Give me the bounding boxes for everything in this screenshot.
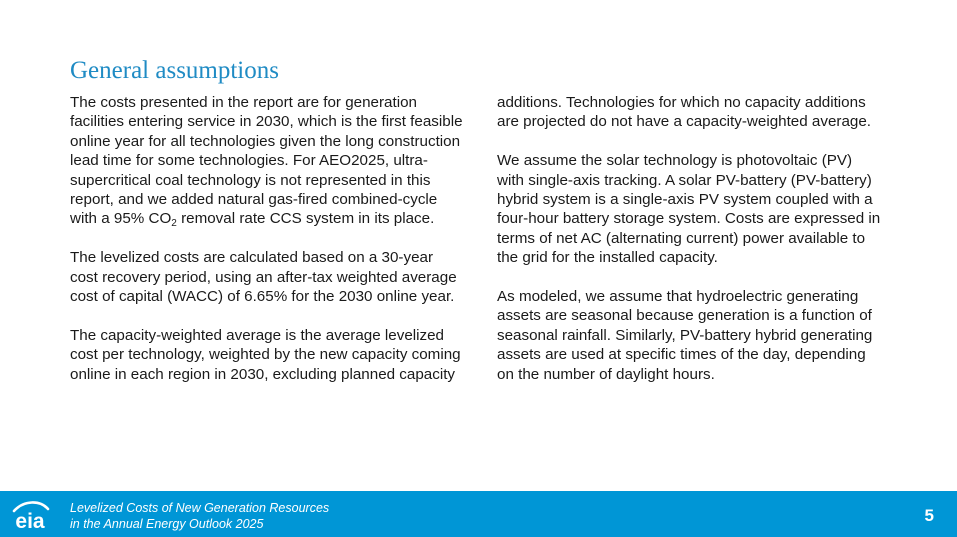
footer-bar [0, 491, 957, 537]
paragraph-levelized [70, 248, 488, 306]
subscript: 2 [171, 218, 177, 230]
eia-logo-icon [10, 497, 50, 531]
right-column [497, 93, 909, 384]
logo-text: eia [15, 510, 45, 531]
text-line: The capacity-weighted average is the average levelized [70, 326, 444, 344]
left-column [70, 93, 488, 384]
text-line: cost recovery period, using an after-tax weighted average [70, 268, 457, 286]
text-line: cost per technology, weighted by the new capacity coming [70, 346, 461, 364]
text-line: seasonal rainfall. Similarly, PV-battery hybrid generating [497, 326, 873, 344]
text-line: facilities entering service in 2030, which is the first feasible [70, 113, 463, 131]
text-line: on the number of daylight hours. [497, 365, 715, 383]
text-line: hybrid system is a single-axis PV system coupled with a [497, 191, 873, 209]
text-line: We assume the solar technology is photovoltaic (PV) [497, 152, 853, 170]
text-line: are projected do not have a capacity-weighted average. [497, 113, 872, 131]
text-line: online in each region in 2030, excluding planned capacity [70, 365, 456, 383]
text-fragment: removal rate CCS system in its place. [176, 210, 435, 228]
text-line: terms of net AC (alternating current) power available to [497, 229, 866, 247]
text-line: supercritical coal technology is not represented in this [70, 171, 431, 189]
page-title: General assumptions [70, 57, 279, 84]
text-line-co2 [70, 209, 488, 228]
text-line: The costs presented in the report are for generation [70, 94, 417, 111]
text-line: The levelized costs are calculated based on a 30-year [70, 249, 434, 267]
text-line: four-hour battery storage system. Costs are expressed in [497, 210, 881, 228]
text-line: the grid for the installed capacity. [497, 249, 718, 267]
page-number: 5 [924, 506, 934, 525]
text-line: assets are seasonal because generation is a function of [497, 307, 872, 325]
text-fragment: with a 95% CO [70, 210, 172, 228]
text-line: lead time for some technologies. For AEO2025, ultra- [70, 152, 428, 170]
footer-caption [70, 500, 329, 532]
paragraph-additions [497, 93, 909, 132]
paragraph-hydro [497, 287, 909, 384]
paragraph-capacity-weighted [70, 326, 488, 384]
paragraph-general [70, 93, 488, 229]
text-line: report, and we added natural gas-fired combined-cycle [70, 191, 438, 209]
text-line: with single-axis tracking. A solar PV-battery (PV-battery) [497, 171, 872, 189]
footer-line: in the Annual Energy Outlook 2025 [70, 517, 264, 531]
text-line: assets are used at specific times of the day, depending [497, 346, 866, 364]
text-line: As modeled, we assume that hydroelectric generating [497, 288, 859, 306]
text-line: cost of capital (WACC) of 6.65% for the 2030 online year. [70, 288, 455, 306]
text-line: additions. Technologies for which no capacity additions [497, 94, 866, 111]
footer-line: Levelized Costs of New Generation Resources [70, 501, 330, 515]
paragraph-solar [497, 151, 909, 267]
text-line: online year for all technologies given the long construction [70, 132, 461, 150]
